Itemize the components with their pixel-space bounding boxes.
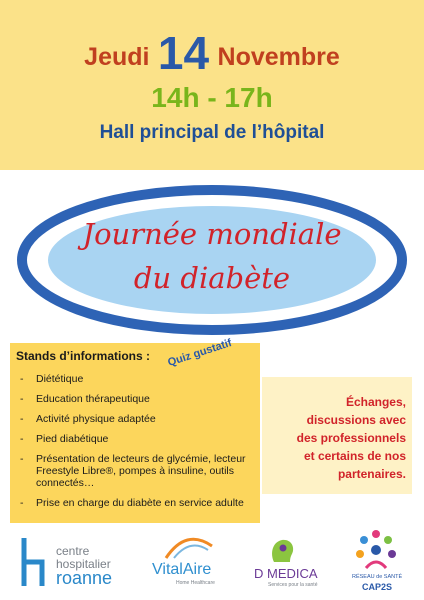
exchange-text: Échanges, discussions avec des professionnels et certains de nos partenaires. bbox=[296, 395, 406, 481]
list-item: - Présentation de lecteurs de glycémie, lecteur Freestyle Libre®, pompes à insuline, outils connectés… bbox=[20, 453, 246, 489]
vitalaire-logo-sub: Home Healthcare bbox=[176, 580, 215, 586]
event-date bbox=[0, 26, 424, 80]
stands-heading: Stands d’informations : bbox=[16, 349, 151, 363]
reseau-people-icon bbox=[354, 528, 398, 572]
list-item: - Activité physique adaptée bbox=[20, 413, 156, 425]
list-item: - Diététique bbox=[20, 373, 84, 385]
list-item: - Prise en charge du diabète en service adulte bbox=[20, 497, 244, 509]
chr-logo-line-2: hospitalier bbox=[56, 557, 111, 571]
vitalaire-swoosh-icon bbox=[162, 532, 218, 562]
title-line-2: du diabète bbox=[133, 261, 291, 295]
dmedica-logo-name: D MEDICA bbox=[254, 566, 318, 581]
event-time: 14h - 17h bbox=[151, 82, 273, 113]
stands-panel bbox=[10, 343, 260, 523]
dmedica-logo-sub: Services pour la santé bbox=[268, 582, 318, 588]
dmedica-head-icon bbox=[268, 536, 296, 564]
event-title bbox=[40, 212, 384, 300]
reseau-logo-line-1: RÉSEAU de SANTÉ bbox=[352, 574, 403, 580]
vitalaire-logo-name: VitalAire bbox=[152, 561, 212, 578]
chr-logo-icon bbox=[20, 536, 48, 588]
chr-logo-line-3: roanne bbox=[56, 568, 113, 588]
partner-logos bbox=[0, 528, 424, 600]
quiz-label: Quiz gustatif bbox=[166, 337, 234, 369]
exchange-panel bbox=[262, 377, 412, 494]
stands-list bbox=[20, 373, 256, 517]
list-item: - Education thérapeutique bbox=[20, 393, 150, 405]
chr-logo-line-1: centre bbox=[56, 544, 90, 558]
reseau-logo-line-2: CAP2S bbox=[362, 582, 393, 592]
date-number: 14 bbox=[157, 27, 210, 79]
event-place: Hall principal de l’hôpital bbox=[99, 122, 325, 143]
title-line-1: Journée mondiale bbox=[82, 217, 342, 251]
day-label: Jeudi bbox=[84, 43, 150, 71]
month-label: Novembre bbox=[217, 43, 340, 71]
list-item: - Pied diabétique bbox=[20, 433, 109, 445]
